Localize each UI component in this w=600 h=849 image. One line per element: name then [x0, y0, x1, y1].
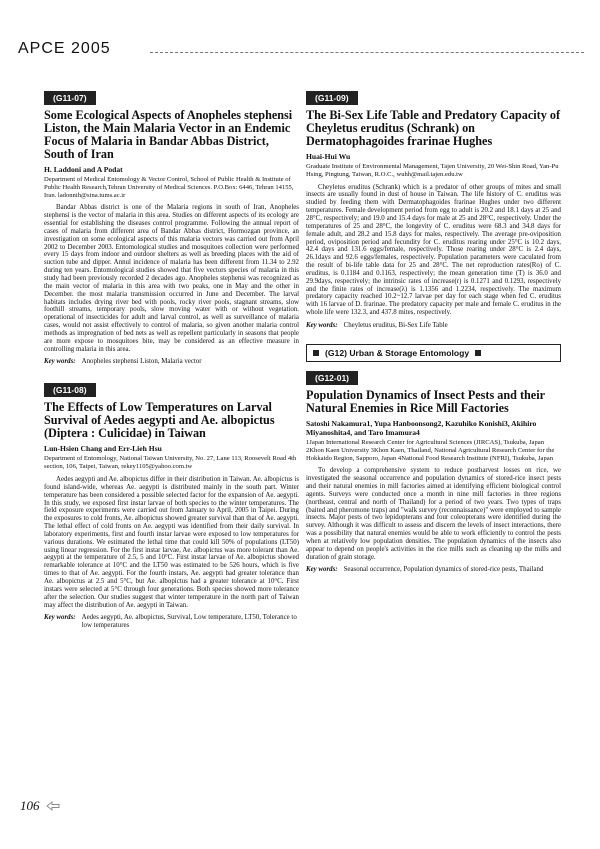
abstract-code: (G11-07) — [44, 91, 96, 105]
abstract-body: Aedes aegypti and Ae. albopictus differ in their distribution in Taiwan. Ae. albopictus is found island-wide, whereas Ae. aegypti is distributed mainly in the south part. Winter temperature has been considered a possible selected factor for the expansion of Ae. aegypti. In this study, we exposed first instar larvae of both species to the winter temperatures. The field exposure experiments were carried out from January to April, 2005 in Taipei. During the exposures to cold fronts, Ae. albopictus showed greater survival than that of Ae. aegypti. The lethal effect of cold fronts on Ae. aegypti was identified from their daily survival. In laboratory experiments, first and fourth instar larvae were exposed to low temperatures for various durations. We estimated the lethal time that could kill 50% of populations (LT50) using linear regression. For the first instar larvae, Ae. albopictus was more tolerant than Ae. aegypti at the temperature of 2.5, 5 and 10°C. First instar larvae of Ae. albopictus showed remarkable tolerance at 10°C and the LT50 was estimated to be 526 hours, which is five times to that of Ae. aegypti. For the fourth instars, Ae. aegypti had greater tolerance than Ae. albopictus at 2.5 and 5°C, but Ae. albopictus had a greater tolerance at 10°C. First instars were selected at 5°C through four generations. Both species showed more tolerance after the selection. Our studies suggest that winter temperature in the north part of Taiwan may affect the distribution of Ae. aegypti in Taiwan. — [44, 476, 299, 609]
proceedings-header: APCE 2005 — [18, 40, 111, 57]
abstract-authors: Huai-Hui Wu — [306, 152, 351, 161]
abstract-code: (G11-08) — [44, 383, 96, 397]
abstract-body: Cheyletus eruditus (Schrank) which is a predator of other groups of mites and small insects are usually found in dust of house in Taiwan. The life history of C. eruditus was studied by feeding them with Dermatophagoides frarinae Hughes under two different temperatures. Female development period from egg to adult is 20.2 and 18.1 days at 25 and 28°C, respectively; and 19.0 and 15.4 days for male at 25 and 28°C, respectively. Under the temperatures of 25 and 28°C, the longevity of C. eruditus were 68.3 and 34.8 days for female adult, and 28.2 and 15.8 days for males, respectively. The average pre-oviposition period, oviposition period and fecundity for C. eruditus rearing under 25°C is 10.2 days, 42.4 days and 131.6 eggs/female, respectively. Those rearing under 28°C is 2.4 days, 26.1days and 92.6 eggs/females, respectively. Population parameters were caculated from the result of bi-life table data for 25 and 28°C. The net reproduction rates(Ro) of C. eruditus, is 0.1184 and 0.1163, respectively; the mean generation time (T) is 36.0 and 29.9days, respectively; the intrinsic rates of increase(r) is 0.1271 and 0.1293, respectively and the finite rates of increase(λ) is 1.1356 and 1.2234, respectively. The maximum predatory capacity reached 10.2~12.7 larvae per day for each stage when fed C. eruditus with 16 larvae of D. frarinae. The predatory capacity per male and female C. eruditus in the whole life were 132.3, and 437.8 mites, respectively. — [306, 183, 561, 317]
abstract-title: Some Ecological Aspects of Anopheles stephensi Liston, the Main Malaria Vector in an Endemic Focus of Malaria in Bandar Abbas District, South of Iran — [44, 108, 293, 161]
section-title: (G12) Urban & Storage Entomology — [325, 347, 470, 358]
abstract-authors: Lun-Hsien Chang and Err-Lieh Hsu — [44, 444, 162, 454]
abstract-title: The Effects of Low Temperatures on Larval Survival of Aedes aegypti and Ae. albopictus (Diptera : Culicidae) in Taiwan — [44, 400, 275, 441]
left-column — [44, 88, 299, 644]
square-bullet-icon — [313, 350, 319, 356]
keywords-text: Aedes aegypti, Ae. albopictus, Survival, Low temperature, LT50, Tolerance to low temperatures — [81, 614, 297, 630]
keywords-text: Cheyletus eruditus, Bi-Sex Life Table — [343, 321, 448, 329]
abstract-affiliation: Department of Medical Entomology & Vector Control, School of Public Health & Institute of Public Health Research,Tehran University of Medical Sciences. P.O.Box: 6446, Tehran 14155, Iran. ladonnih@sina.tums.ac.ir — [44, 176, 294, 199]
abstract-g12-01 — [306, 368, 561, 575]
keywords-label: Key words: — [44, 614, 76, 622]
page-footer — [20, 798, 60, 814]
abstract-code: (G11-09) — [306, 91, 358, 105]
abstract-keywords — [306, 566, 561, 574]
abstract-g11-07 — [44, 88, 299, 366]
keywords-label: Key words: — [306, 566, 338, 574]
abstract-authors: H. Laddoni and A Podat — [44, 165, 123, 174]
abstract-body: Bandar Abbas district is one of the Malaria regions in south of Iran, Anopheles stephensi is the vector of malaria in this area. Studies on different aspects of its ecology are essential for establishing the diseases control programme. Following the annual report of cases of malaria from different area of Bandar Abbas district, Hormozgan province, an investigation on some ecological aspects of this malaria vectors was carried out from April 2002 to December 2003. Entomological studies and mosquitoes collection were performed every 15 days from indoor and outdoor shelters as well as breeding places with the aid of suction tube and dipper. Annul incidence of malaria has been different from 11.34 to 2.92 during ten years. Entomological studies showed that five vectors species of malaria in this study had been previously recorded 2 decades ago. Anopheles stephensi was recognized as the main vector of malaria in this area with two peaks, one in May and the other in December. the most malaria transmission occurred in June and December. The larval habitats includes drying river bed with pools, rocky river pools, stagnant streams, slow foothill streams, temporary pools, slow moving water with or without vegetation. operational of insecticides for adult and larval control, as well as surveillance of malaria cases, would not assist effectively to control of malaria, so given another malaria control methods as impregnation of bed nets as well as repellent particularly in seasons that people are more expose to mosquitoes bite, may be considered as an effective measure in controlling malaria in this area. — [44, 204, 299, 353]
keywords-label: Key words: — [306, 321, 338, 329]
abstract-affiliation: Department of Entomology, National Taiwan University, No. 27, Lane 113, Roosevelt Road 4th section, 106, Taipei, Taiwan, rekey1105@yahoo.com.tw — [44, 455, 297, 471]
abstract-title: The Bi-Sex Life Table and Predatory Capacity of Cheyletus eruditus (Schrank) on Dermatophagoides frarinae Hughes — [306, 108, 561, 148]
square-bullet-icon — [475, 350, 481, 356]
abstract-keywords — [306, 322, 561, 330]
page-number: 106 — [20, 798, 40, 813]
keywords-label: Key words: — [44, 358, 76, 366]
abstract-keywords — [44, 358, 299, 366]
abstract-affiliation: Graduate Institute of Environmental Management, Tajen University, 20 Wei-Shin Road, Yan-Pu Hsing, Pingtung, Taiwan, R.O.C., wuhh@mail.tajen.edu.tw — [306, 163, 559, 178]
abstract-code: (G12-01) — [306, 371, 358, 385]
abstract-g11-08 — [44, 380, 299, 630]
arrow-left-outline-icon — [46, 801, 60, 811]
abstract-body: To develop a comprehensive system to reduce postharvest losses on rice, we investigated the seasonal occurrence and population dynamics of stored-rice insect pests and their natural enemies in mill factories aimed at identifying efficient biological control agents. Surveys were conducted once a month in nine mill factories in three regions (northeast, central and north of Thailand) for a period of two years. Two types of traps (baited and pheromone traps) and "walk survey (reconnaissance)" were employed to sample insects. Major pests of two lepidopterans and four coleopterans were identified during the survey. Although it was difficult to assess and discern the levels of insect interactions, there was a possibility that natural enemies would be able to work efficiently to control the pests when at relatively low population densities. The population dynamics of the insects also appear to depend on people's activities in the rice mills such as cleaning up the mills and duration of grain storage. — [306, 467, 561, 561]
keywords-text: Seasonal occurrence, Population dynamics of stored-rice pests, Thailand — [343, 566, 544, 574]
header-divider — [150, 52, 584, 53]
right-column — [306, 88, 561, 588]
abstract-affiliation: 1Japan International Research Center for Agricultural Sciences (JIRCAS), Tsukuba, Japan 2Khon Kaen University 3Khon Kaen, Thailand, National Agricultural Research Center for the Hokkaido Region, Sapporo, Japan 4National Food Research Institute (NFRI), Tsukuba, Japan — [306, 438, 555, 462]
section-heading — [306, 344, 561, 362]
abstract-g11-09 — [306, 88, 561, 330]
abstract-authors: Satoshi Nakamura1, Yupa Hanboonsong2, Kazuhiko Konishi3, Akihiro Miyanoshita4, and Taro Imamura4 — [306, 418, 537, 437]
keywords-text: Anopheles stephensi Liston, Malaria vector — [81, 358, 202, 366]
abstract-keywords — [44, 614, 299, 630]
abstract-title: Population Dynamics of Insect Pests and their Natural Enemies in Rice Mill Factories — [306, 387, 545, 415]
